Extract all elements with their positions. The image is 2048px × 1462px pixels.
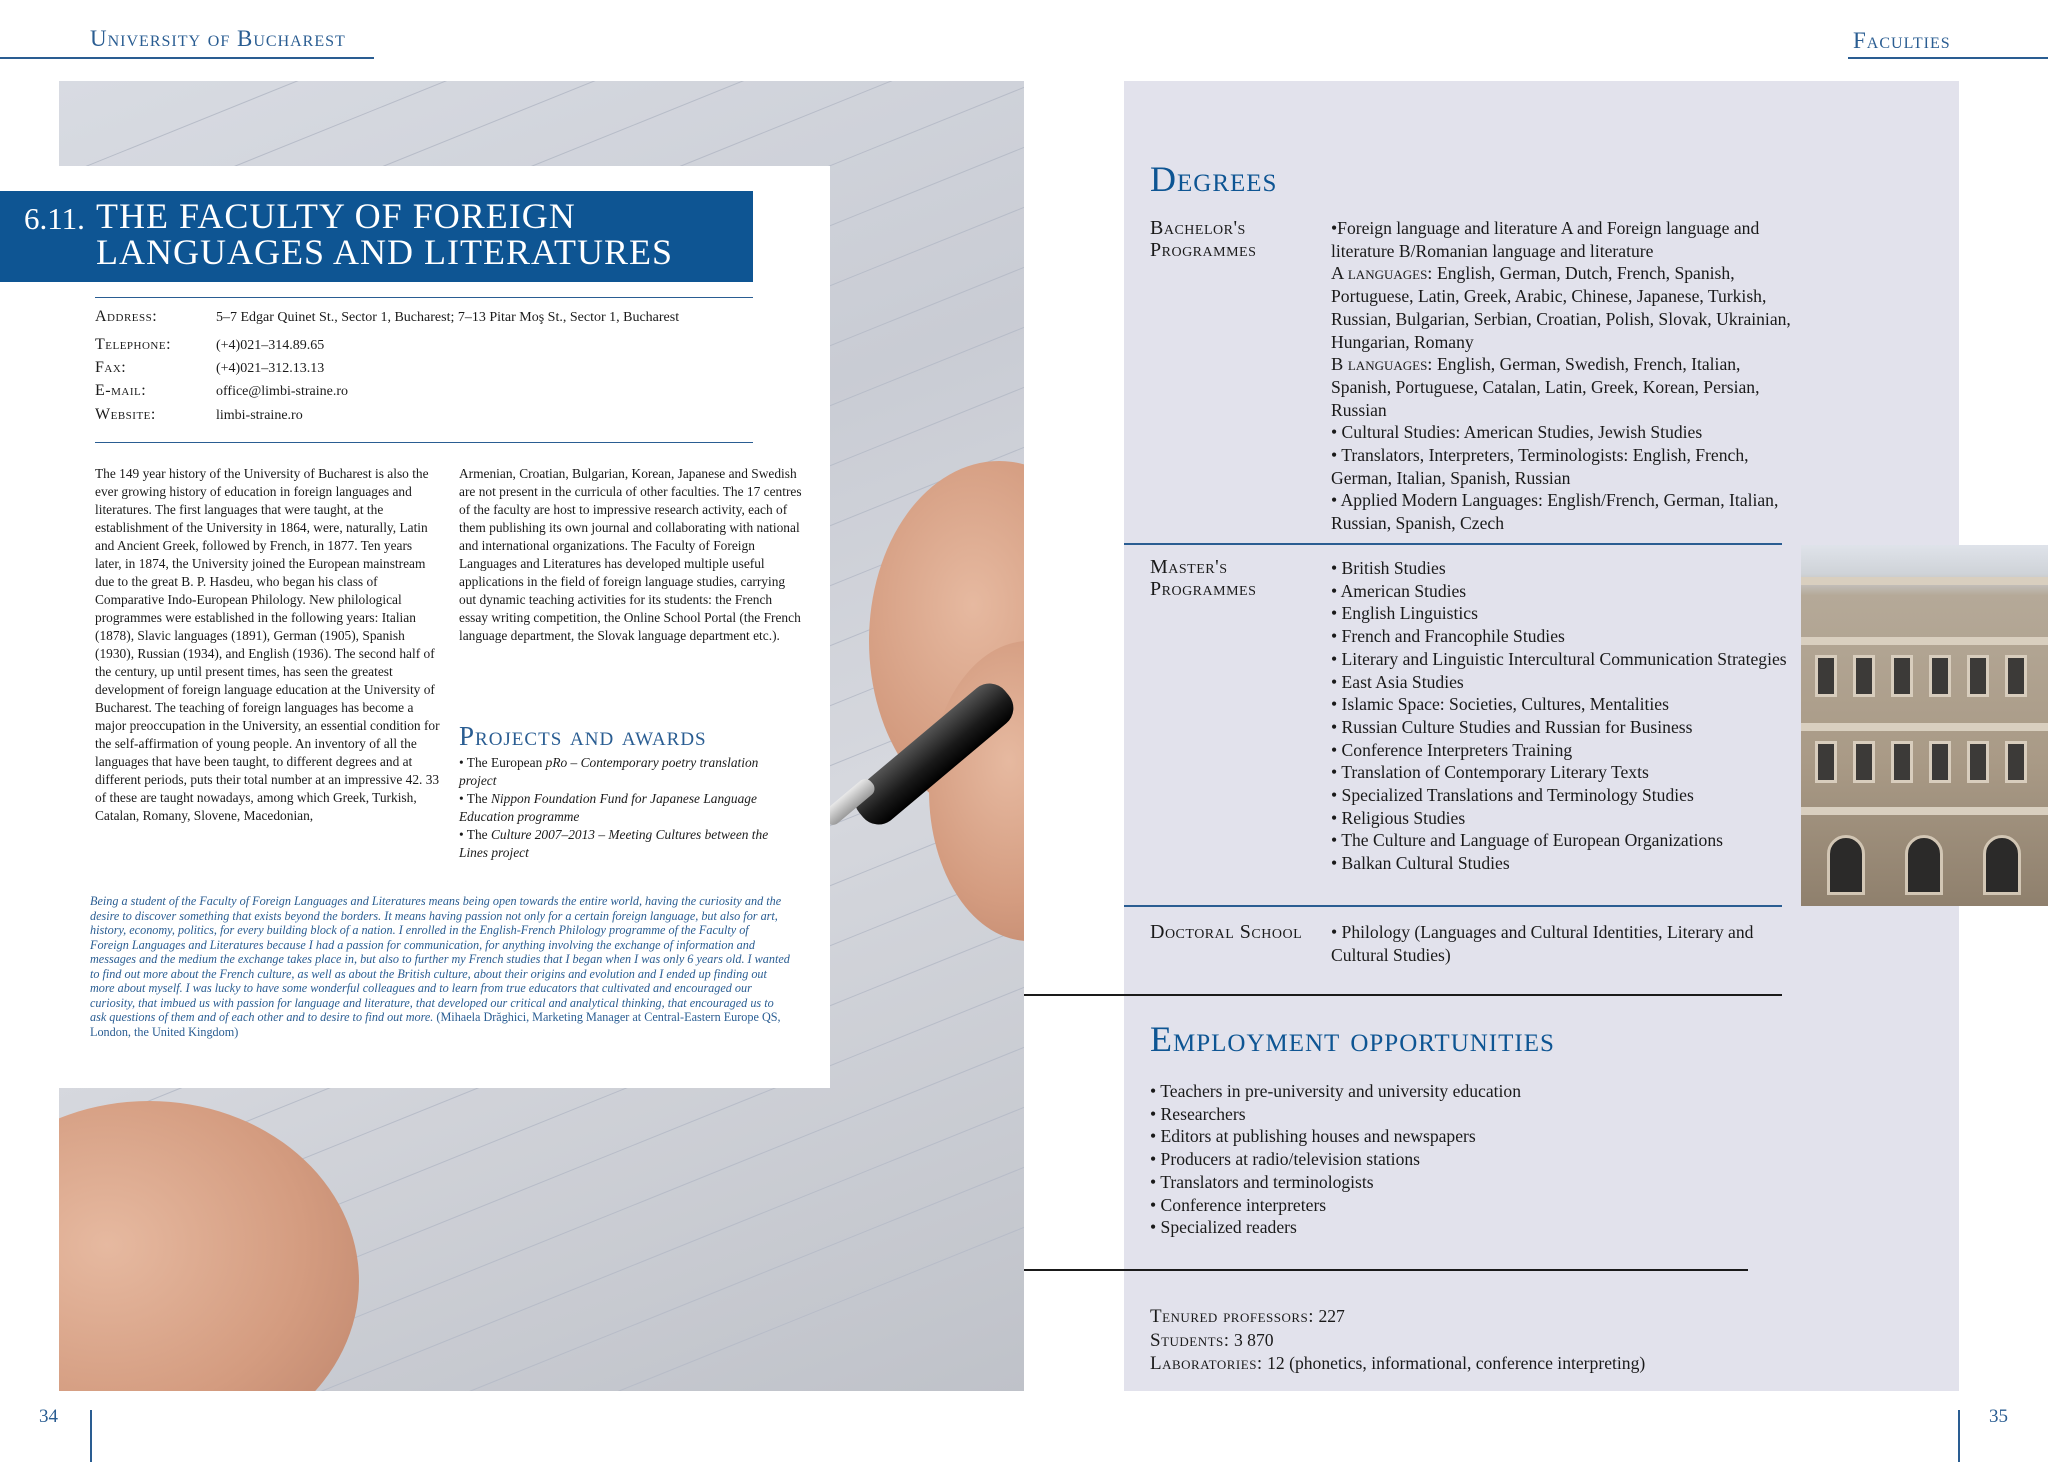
employment-heading: Employment opportunities	[1150, 1019, 1555, 1059]
contact-label: Fax:	[95, 359, 127, 376]
employment-item: • Translators and terminologists	[1150, 1171, 1374, 1192]
project-item: • The European pRo – Contemporary poetry translation project	[459, 755, 759, 788]
testimonial-attribution: (Mihaela Drăghici, Marketing Manager at Central-Eastern Europe QS, London, the United Kingdom)	[90, 1010, 781, 1039]
bachelor-item: B languages: English, German, Swedish, French, Italian, Spanish, Portuguese, Catalan, Latin, Greek, Korean, Persian, Russian	[1331, 354, 1760, 420]
contact-rule-top	[95, 297, 753, 298]
contact-value: (+4)021–314.89.65	[216, 338, 325, 353]
employment-item: • Producers at radio/television stations	[1150, 1149, 1421, 1170]
running-header-right: Faculties	[1853, 28, 1951, 53]
master-item: • Translation of Contemporary Literary Texts	[1331, 762, 1649, 783]
page-number-left: 34	[39, 1406, 58, 1427]
master-label: Master's Programmes	[1150, 556, 1257, 600]
bachelor-item: A languages: English, German, Dutch, French, Spanish, Portuguese, Latin, Greek, Arabic, Chinese, Japanese, Turkish, Russian, Bulgarian, Serbian, Croatian, Polish, Slovak, Ukrainian, Hungarian, Romany	[1331, 263, 1791, 352]
stat-value: 3 870	[1229, 1329, 1274, 1350]
contact-value: limbi-straine.ro	[216, 408, 303, 423]
employment-item: • Specialized readers	[1150, 1217, 1297, 1238]
master-item: • British Studies	[1331, 558, 1446, 578]
stat-row	[1150, 1329, 1645, 1353]
master-item: • Specialized Translations and Terminology Studies	[1331, 785, 1694, 806]
running-header-left: University of Bucharest	[90, 26, 346, 51]
project-item: • The Nippon Foundation Fund for Japanese Language Education programme	[459, 791, 757, 824]
history-column-1	[95, 465, 440, 825]
master-item: • Balkan Cultural Studies	[1331, 853, 1510, 874]
project-item: • The Culture 2007–2013 – Meeting Cultures between the Lines project	[459, 827, 769, 860]
degrees-heading: Degrees	[1150, 159, 1278, 199]
master-item: • Literary and Linguistic Intercultural Communication Strategies	[1331, 648, 1787, 669]
degrees-separator-1	[1124, 543, 1782, 545]
header-rule-right	[1848, 57, 2048, 59]
contact-label: Website:	[95, 406, 156, 423]
master-item: • French and Francophile Studies	[1331, 626, 1565, 647]
master-item: • English Linguistics	[1331, 603, 1478, 624]
stat-value: 12 (phonetics, informational, conference interpreting)	[1262, 1353, 1646, 1374]
header-rule-left	[0, 57, 374, 59]
bachelor-item: • Applied Modern Languages: English/French, German, Italian, Russian, Spanish, Czech	[1331, 490, 1779, 534]
faculty-stats	[1150, 1305, 1645, 1376]
master-item: • Russian Culture Studies and Russian for Business	[1331, 716, 1693, 737]
section-divider-employment	[1024, 994, 1782, 996]
master-item: • Conference Interpreters Training	[1331, 739, 1573, 760]
projects-list	[459, 754, 799, 862]
bachelor-item: •Foreign language and literature A and Foreign language and literature B/Romanian language and literature	[1331, 218, 1760, 261]
stat-value: 227	[1314, 1306, 1345, 1326]
contact-value: office@limbi-straine.ro	[216, 384, 348, 399]
stat-label: Tenured professors:	[1150, 1306, 1315, 1327]
contact-label: Address:	[95, 308, 158, 325]
bachelor-item: • Cultural Studies: American Studies, Jewish Studies	[1331, 422, 1703, 443]
page-rule-right	[1958, 1410, 1960, 1462]
doctoral-list	[1331, 921, 1791, 966]
stat-label: Laboratories:	[1150, 1353, 1263, 1375]
master-item: • Religious Studies	[1331, 807, 1466, 828]
master-item: • The Culture and Language of European Organizations	[1331, 830, 1723, 851]
doctoral-label: Doctoral School	[1150, 921, 1303, 943]
bachelor-label: Bachelor's Programmes	[1150, 217, 1257, 261]
master-item: • East Asia Studies	[1331, 671, 1464, 692]
faculty-building-photo	[1801, 545, 2048, 906]
stat-row	[1150, 1305, 1645, 1329]
bachelor-item: • Translators, Interpreters, Terminologists: English, French, German, Italian, Spanish, Russian	[1331, 445, 1749, 488]
contact-label: E-mail:	[95, 382, 147, 399]
testimonial-text: Being a student of the Faculty of Foreign Languages and Literatures means being open towards the entire world, having the curiosity and the desire to discover something that exists beyond the borders. It means having passion not only for a certain foreign language, but also for art, history, economy, politics, for every building block of a nation. I enrolled in the English-French Philology programme of the Faculty of Foreign Languages and Literatures because I had a passion for communication, for anything involving the exchange of information and messages and the medium the exchange takes place in, but also to further my French studies that I began when I was only 6 years old. I wanted to find out more about the French culture, as well as about the British culture, about their origins and evolution and I ended up finding out more about myself. I was lucky to have some wonderful colleagues and to learn from true educators that cultivated and encouraged our curiosity, that imbued us with passion for language and literature, that developed our critical and analytical thinking, that encouraged us to ask questions of them and of each other and to desire to find out more.	[90, 894, 790, 1024]
student-testimonial	[90, 894, 790, 1039]
faculty-title: THE FACULTY OF FOREIGN LANGUAGES AND LITERATURES	[96, 196, 673, 272]
section-number: 6.11.	[24, 201, 85, 236]
projects-heading: Projects and awards	[459, 721, 707, 751]
degrees-separator-2	[1124, 905, 1782, 907]
stat-label: Students:	[1150, 1329, 1230, 1351]
stat-row	[1150, 1352, 1645, 1376]
history-text-2: Armenian, Croatian, Bulgarian, Korean, Japanese and Swedish are not present in the curricula of other faculties. The 17 centres of the faculty are host to impressive research activity, each of them publishing its own journal and collaborating with national and international organizations. The Faculty of Foreign Languages and Literatures has developed multiple useful applications in the field of foreign language studies, carrying out dynamic teaching activities for its students: the French essay writing competition, the Online School Portal (the French language department, the Slovak language department etc.).	[459, 466, 802, 643]
history-column-2	[459, 465, 804, 645]
contact-rule-bottom	[95, 442, 753, 443]
employment-item: • Conference interpreters	[1150, 1194, 1327, 1215]
master-item: • Islamic Space: Societies, Cultures, Mentalities	[1331, 694, 1669, 715]
employment-list	[1150, 1080, 1650, 1239]
contact-value: (+4)021–312.13.13	[216, 361, 325, 376]
master-list	[1331, 557, 1791, 875]
history-text-1: The 149 year history of the University of Bucharest is also the ever growing history of education in foreign languages and literatures. The first languages that were taught, at the establishment of the University in 1864, were, naturally, Latin and Ancient Greek, followed by French, in 1877. Ten years later, in 1874, the University joined the European mainstream due to the great B. P. Hasdeu, who began his class of Comparative Indo-European Philology. New philological programmes were established in the following years: Italian (1878), Slavic languages (1891), German (1905), Spanish (1930), Russian (1934), and English (1936). The second half of the century, up until present times, has seen the greatest development of foreign language education at the University of Bucharest. The teaching of foreign languages has become a major preoccupation in the University, an essential condition for the self-affirmation of young people. An inventory of all the languages that have been taught, to different degrees and at different periods, puts their total number at an impressive 42. 33 of these are taught nowadays, among which Greek, Turkish, Catalan, Romany, Slovene, Macedonian,	[95, 466, 440, 823]
master-item: • American Studies	[1331, 580, 1467, 601]
page-number-right: 35	[1989, 1406, 2008, 1427]
section-divider-stats	[1024, 1269, 1748, 1271]
doctoral-item: • Philology (Languages and Cultural Identities, Literary and Cultural Studies)	[1331, 922, 1754, 965]
contact-value: 5–7 Edgar Quinet St., Sector 1, Bucharest; 7–13 Pitar Moş St., Sector 1, Bucharest	[216, 310, 680, 325]
page-rule-left	[90, 1410, 92, 1462]
employment-item: • Teachers in pre-university and university education	[1150, 1081, 1522, 1101]
contact-label: Telephone:	[95, 336, 172, 353]
employment-item: • Editors at publishing houses and newspapers	[1150, 1126, 1476, 1147]
bachelor-list	[1331, 217, 1791, 535]
employment-item: • Researchers	[1150, 1103, 1246, 1124]
